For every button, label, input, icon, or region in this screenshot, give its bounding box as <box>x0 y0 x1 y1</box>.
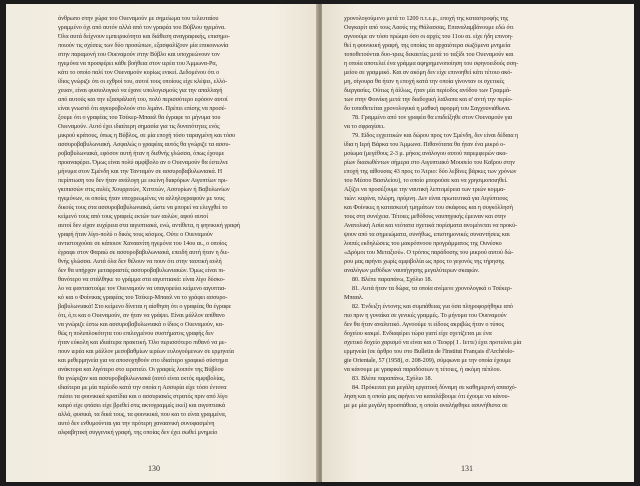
text-line: και Φοίνικες η κατασκευή τμημάτων του σκάφους και η συγκόλλησή <box>344 204 513 211</box>
text-line: 84. Πρόκειται για μεγάλη εργατική δύναμη σε καθημερινή απασχό- <box>352 384 517 391</box>
text-line: μη, σίγουρα θα ήταν η εποχή κατά την οποία γίνονταν οι σχετικές <box>344 78 505 85</box>
text-line: δο τοποθετείται χρονολογικά η μαθική αφορμή του Σαγχουνιάθωνα. <box>344 105 511 112</box>
text-line: αναλόγων μεθόδων ναυπήγησης μεγαλύτερων σκαφών. <box>344 267 480 274</box>
text-line: αυτοί δεν είχαν ευχέρεια στα αιγυπτιακά, ενώ, αντίθετα, η φηνικική γραφή <box>58 222 240 229</box>
text-line: ξουμε ότι ο γραφέας του Τσέκερ-Μπααλ θα έγραφε το μήνυμα του <box>58 114 221 121</box>
text-line: τοποθετούνται δυο-τρεις δεκαετίες μετά το ταξίδι του Ουεναμούν και <box>344 51 514 58</box>
text-line: αυτό δεν ενθυμούνται για την πρότερη χαναανική συνυφασμένη <box>58 420 215 427</box>
right-page <box>322 4 634 482</box>
text-line: πιο πριν η γυναίκα σε γενικές γραμμές. Το μήνυμα του Ουεναμούν <box>344 312 507 319</box>
text-line: gie Orientale, 57 (1958), σ. 208-209), σύμφωνα με την οποία έχουμε <box>344 357 511 364</box>
text-line: χευαν, είναι φυσιολογικό να έχανε υπολογισμούς για την απαλλαγή <box>58 87 223 94</box>
text-line: να κάνουμε με γραφικά παραδόσεων η τέτοιες, ή ακόμη πέπλου. <box>344 366 502 373</box>
text-line: κείμενό τους από τους γραφείς εκτών των αυλών, αφού αυτοί <box>58 213 208 220</box>
text-line: είναι γνωστό ότι αγκυροβολούν στο λιμάνι. Πρέπει επίσης να προσέ- <box>58 105 227 112</box>
text-line: δοχείου κακμέ. Ενδιαφέρει τώρα γιατί είχε σχετίζεται με ένα <box>344 330 492 337</box>
text-line: να το σφραγίσει. <box>344 123 385 130</box>
text-line: ιδιαίτερα με μία περίοδο κατά την οποία η Ασσυρία είχε τόσο έντονα <box>58 384 227 391</box>
text-line: ίδια η Ιερή Βάρκα του Άμμωνα. Πιθανότατα θα ήταν ένα μικρό ο- <box>344 141 506 148</box>
text-line: ότι, ό,τι και ο Ουεναμούν, αν ήταν να γράψει. Είναι μάλλον απίθανο <box>58 312 225 319</box>
text-line: πουν ιερέα και μάλλον μεσοβαθμίων ιερέων ευλογούμενων σε ερμηνεία <box>58 348 234 355</box>
text-line: μοίωμα (μεγέθους 2-3 μ. μήκος ανάλογου αυτού παρεμφερών ακα- <box>344 150 508 157</box>
text-line: και μεθερμηνεία για να αποσοχηθούν στο ιδιαίτερο γραφικό σύστημα <box>58 357 228 364</box>
text-line: γραφή ήταν λίγο-πολύ ο δικός τους κόσμος. Ούτε ο Ουεναμούν <box>58 231 213 238</box>
text-line: ληση και η οποία μας αφήνει να καταλάβουμε ότι έχουμε να κάνου- <box>344 393 510 400</box>
text-line: θνής γλώσσα. Αυτά όλα δεν θέλουν να πουν ότι στην ταυτική αυλή <box>58 258 222 265</box>
left-page <box>6 4 318 482</box>
text-line: θα γνώριζαν και ασσυροβαβυλωνιακά (αυτό είναι εκτός αμφιβολίας, <box>58 375 226 382</box>
text-line: σχετικό δοχείο χαρισμό να είναι και ο Τεοφρ( Ι . Ιεττε) έχει προτείνει μία <box>344 339 522 346</box>
text-line: τιών: καρίνα, πλώρη, πρύμνη. Δεν είναι πρωτευτικά για Αιγύπτιους <box>344 195 508 202</box>
text-line: αντιστοιχούσε σε κάποιον Χαναανίτη ηγεμόνα του 14ου αι., ο οποίος <box>58 240 227 247</box>
text-line: γραμμένο όχι από αυτόν αλλά από τον γραφέα του Βύβλου ηγεμόνα. <box>58 24 226 31</box>
text-line: μικρού κράτους, όπως η Βύβλος, σε μία εποχή τόσο ταραγμένη και τόσο <box>58 132 236 139</box>
text-line: ποιούν τις σχέσεις των δύο προσώπων, εξασφαλίζουν μία επικοινωνία <box>58 42 229 49</box>
text-line: ηγεμόνων, οι οποίες ήταν υποχρεωμένες να αλληλογραφούν με τους <box>58 195 225 202</box>
text-line: θανότερο να στάλθηκε το γράμμα στα αιγυπτιακά: είναι λίγο δύσκο- <box>58 276 225 283</box>
text-line: ανάκτορα και λιγότερο στο ιερατείο. Οι γραφείς λοιπόν της Βύβλου <box>58 366 224 373</box>
text-line: Αξίζει να προσέξουμε την ναυτική λεπτομέρεια των τριών κομμα- <box>344 186 506 193</box>
text-line: μείου σε γραμμικό. Και αν ακόμη δεν είχε επινοηθεί κάτι τέτοιο ακό- <box>344 69 513 76</box>
text-line: κάτι το οποίο παλί τον Ουεναμούν κυρίως ενικεί. Δεδομένου ότι ο <box>58 69 220 76</box>
text-line: Ουεναμούν. Αυτό έχει ιδιαίτερη σημασία για τις δυνατότητες ενός <box>58 123 220 130</box>
text-line: 81. Αυτά ήταν τα δώρα, τα οποία ανέμενε χρονολογικά ο Τσέκερ- <box>352 285 513 292</box>
text-line: τους στη συνέχεια. Τέτοιες μεθόδους ναυπηγικής έμειναν και στην <box>344 213 507 220</box>
text-line: προαναφέρει. Όμως είναι πολύ αμφίβολο αν ο Ουεναμούν θα έστελνε <box>58 159 229 166</box>
text-line: θεί η φοινικική γραφή, της οποίας τα αρχαιότερα σωζόμενα μνημεία <box>344 42 511 49</box>
text-line: μήνυμα στον Σμένδη και την Τανταμόν σε ασσυροβαβυλωνιακά. Η <box>58 168 223 175</box>
text-line: ασσυροβαβυλωνιακή. Ασφαλώς ο γραφέας αυτός θα γνώριζε τα ασσυ- <box>58 141 231 148</box>
text-line: Όλα αυτά δείχνουν εμπειρικότητα και διάθεση αναγραφικής, επισημο- <box>58 33 230 40</box>
right-page-number: 131 <box>461 464 473 473</box>
text-line: 79. Είδος εγχειτικών και δώρου προς τον Σμένδη, δεν είναι δέδαια η <box>352 132 519 139</box>
text-line: η οποία αποτελεί ένα γράμμα αφηρημενοποίηση του σφηνοειδούς σση- <box>344 60 519 67</box>
text-line: αγνοούμε αν τόσο πρώιμα όσο οι αρχές του 11ου αι. είχε ήδη επινοη- <box>344 33 513 40</box>
text-line: θώς η πολυπλοκότητα του επιλεγμένου συστήματος γραφής δεν <box>58 330 214 337</box>
text-line: έγραφε στον Φαραώ σε ασσυροβαβυλωνιακά, επειδή αυτή ήταν η διε- <box>58 249 230 256</box>
text-line: Ανατολική Ασία και νεότατα σχετικά πορίσματα ανομένεται να προκύ- <box>344 222 518 229</box>
text-line: ερμηνεία (σε άρθρο του στο Bulletin de l'Institut Français d'Archéolo- <box>344 348 515 355</box>
text-line: διεργασίες. Ούτως ή άλλως, ήταν μία περίοδος ανόδου των Γραμμά- <box>344 87 512 94</box>
text-line: ψουν από τα σημειώματα, συνήθως, επιστημονικές συναντήσεις και <box>344 231 510 238</box>
text-line: γκιπισσών στις αυλές Χουρριτών, Χιττιτών, Ασσυρίων ή Βαβυλωνίων <box>58 186 230 193</box>
text-line: του Μέσου Βασιλείου), το οποίο μπορούσε και να χρησιμοποιηθεί. <box>344 177 508 184</box>
text-line: άνθρωπο στην χώρα του Ουεναμούν με σημείωμα του τελευταίου <box>58 15 219 22</box>
text-line: στην παραμονή του Ουεναμούν στην Βύβλο και υποχρεώνουν τον <box>58 51 220 58</box>
text-line: ροβαβυλωνιακά, εφόσον αυτή ήταν η διεθνής γλώσσα, όπως έχουμε <box>58 150 225 157</box>
text-line: με με μία μεγάλη προσπάθεια, η οποία αναλήφθηκε ασυνήθιστα σε <box>344 402 508 409</box>
text-line: αλλά, φυσικά, τα δικά τους, τα φοινικικά, που και το είναι γραμμένα, <box>58 411 227 418</box>
text-line: ήταν εύκολη και ιδιαίτερα πρακτική. Όλο περισσότερο πιθανό να με- <box>58 339 227 346</box>
text-line: 83. Βλέπε παραπάνω, Σχόλιο 18. <box>352 375 433 382</box>
text-line: Ουγκαρίτ από τους Λαούς της Θάλασσας. Επαναλαμβάνουμε εδώ ότι <box>344 24 514 31</box>
left-page-number: 130 <box>148 464 160 473</box>
text-line: δικούς τους στα ασσυροβαβυλωνιακά, ώστε να μπορεί να ελεγχθεί το <box>58 204 228 211</box>
text-line: ρου μας αφήνει χωρίς αμφιβολία ως προς το γεγονός της τήρησης <box>344 258 505 265</box>
text-line: 78. Γραμμένο από τον γραφέα θα επιδείξηθε στον Ουεναμούν για <box>352 114 513 121</box>
text-line: των στην Φοινίκη μετά την διαδοχική λαϊλαπα και α' αντή την περίο- <box>344 96 513 103</box>
text-line: Μπααλ. <box>344 294 364 301</box>
text-line: χρονολογούμενο μετά το 1200 π.τ.ε.μ., εποχή της καταστροφής της <box>344 15 509 22</box>
text-line: δεν θα υπήρχαν μεταφραστές ασσυροβαβυλωνιακών. Όμως είναι πι- <box>58 267 226 274</box>
text-line: περίπτωση του δεν ήταν ανάλογη με εκείνη διαφόρων Αιγυπτίων πρι- <box>58 177 228 184</box>
text-line: από αυτούς και την εξασφάλισή του, πολύ περισσότερο εφόσον αυτοί <box>58 96 228 103</box>
text-line: αλφαβητική συγγενική γραφή, της οποίας δεν έχει σωθεί μνημείο <box>58 429 218 436</box>
text-line: λοιπές εκδηλώσεις του μακρόπνοου προγράμματος της Ουνέσκο <box>344 240 502 247</box>
text-line: «Δρόμοι του Μεταξιού». Ο τρόπος παράδοσης του μικρού αυτού δώ- <box>344 249 514 256</box>
text-line: ίδιος γνώριζε ότι οι εχθροί του, αυτοί τους οποίους είχε κλέψει, ελλό- <box>58 78 228 85</box>
text-line: να γνώριζε έστω και ασσυροβαβυλωνιακά ο ίδιος ο Ουεναμούν, κα- <box>58 321 225 328</box>
text-line: 82. Ένδειξη έντονης και συμπάθειας για όσα πληροφορήθηκε από <box>352 303 513 310</box>
text-line: δεν θα ήταν αναλυτικό. Αγνοούμε τι είδους ακριβώς ήταν ο τύπος <box>344 321 504 328</box>
text-line: λο να φανταστούμε τον Ουεναμούν να υπαγορεύει κείμενο αιγυπτια- <box>58 285 227 292</box>
right-text-column <box>344 14 572 410</box>
text-line: 80. Βλέπε παραπάνω, Σχόλιο 18. <box>352 276 433 283</box>
text-line: βαβυλωνιακά! Στο κείμενο δίνεται η αίσθηση ότι ο γραφέας θα έγραφε <box>58 303 232 310</box>
text-line: κό και ο Φοίνικας γραφέας του Τσέκερ-Μπααλ να το γράφει ασσυρο- <box>58 294 228 301</box>
text-line: εποχή της αίθουσας 43 προς το Άτριο: δύο λεβίνες βάρκες των χρόνων <box>344 168 517 175</box>
text-line: ρίων διασωθέντων σήμερα στο Αιγυπτιακό Μουσείο του Καΐρου στην <box>344 159 515 166</box>
text-line: ηγεμόνα να προσφέρει κάθε βοήθεια στον ιερέα του Άμμωνα-Ρα, <box>58 60 218 67</box>
text-line: πιέσει τα φοινικικά κρατίδια και ο ασσυριακός στρατός πριν από λίγο <box>58 393 228 400</box>
text-line: καιρό είχε φτάσει είχε βρεθεί στις ακτογραμμές εκεί) και αιγυπτιακά <box>58 402 226 409</box>
left-text-column <box>58 14 285 437</box>
